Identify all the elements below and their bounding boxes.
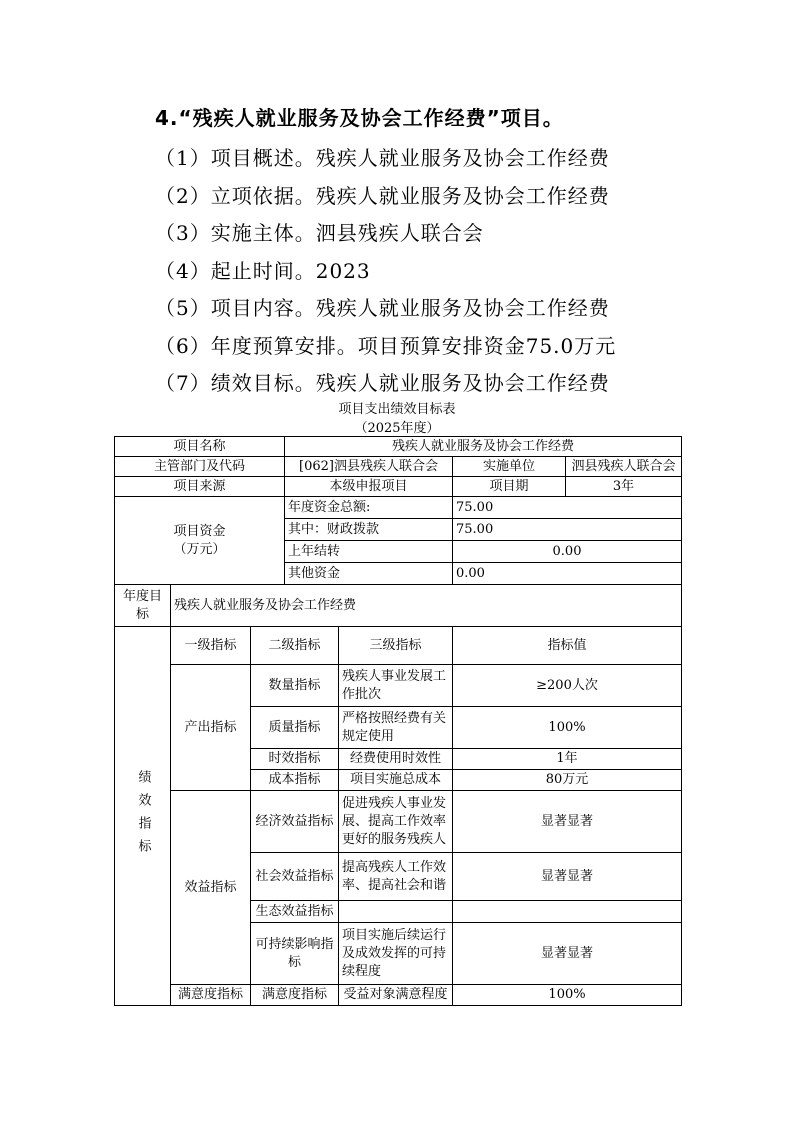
table-title: 项目支出绩效目标表: [338, 402, 456, 417]
item-content: （5）项目内容。残疾人就业服务及协会工作经费: [155, 296, 610, 320]
item-subject: （3）实施主体。泗县残疾人联合会: [155, 221, 484, 245]
value-economic: 显著显著: [453, 791, 682, 853]
project-heading: 4.“残疾人就业服务及协会工作经费”项目。: [155, 106, 564, 130]
value-ecological: [453, 901, 682, 923]
table-row: [115, 791, 682, 853]
table-row: [115, 477, 682, 497]
table-row: [115, 437, 682, 457]
level3-social: 提高残疾人工作效率、提高社会和谐: [339, 853, 453, 901]
dept-label: 主管部门及代码: [115, 457, 285, 477]
header-level2: 二级指标: [251, 627, 339, 665]
level2-economic: 经济效益指标: [251, 791, 339, 853]
table-row: [115, 457, 682, 477]
source-label: 项目来源: [115, 477, 285, 497]
performance-table: [114, 436, 682, 1006]
value-sustainability: 显著显著: [453, 923, 682, 985]
table-row: [115, 627, 682, 665]
table-year: （2025年度）: [354, 421, 440, 436]
level3-ecological: [339, 901, 453, 923]
header-value: 指标值: [453, 627, 682, 665]
satisfaction-value: 100%: [453, 985, 682, 1006]
header-level1: 一级指标: [171, 627, 251, 665]
funds-label: [115, 497, 285, 585]
carryover-label: 上年结转: [285, 541, 453, 563]
output-indicators-label: 产出指标: [171, 665, 251, 791]
impl-unit-label: 实施单位: [453, 457, 566, 477]
level2-quantity: 数量指标: [251, 665, 339, 707]
project-name-value: 残疾人就业服务及协会工作经费: [285, 437, 682, 457]
dept-value: [062]泗县残疾人联合会: [285, 457, 453, 477]
value-social: 显著显著: [453, 853, 682, 901]
satisfaction-level1: 满意度指标: [171, 985, 251, 1006]
perf-indicators-label: [115, 627, 171, 1006]
level3-quantity: 残疾人事业发展工作批次: [339, 665, 453, 707]
funds-unit: （万元）: [173, 541, 226, 557]
fiscal-value: 75.00: [453, 519, 682, 541]
other-funds-value: 0.00: [453, 563, 682, 585]
table-row: [115, 665, 682, 707]
header-level3: 三级指标: [339, 627, 453, 665]
level2-quality: 质量指标: [251, 707, 339, 749]
value-timeliness: 1年: [453, 749, 682, 770]
item-basis: （2）立项依据。残疾人就业服务及协会工作经费: [155, 184, 610, 208]
level3-timeliness: 经费使用时效性: [339, 749, 453, 770]
level2-sustainability: 可持续影响指标: [251, 923, 339, 985]
other-funds-label: 其他资金: [285, 563, 453, 585]
level2-timeliness: 时效指标: [251, 749, 339, 770]
annual-total-value: 75.00: [453, 497, 682, 519]
funds-label-text: 项目资金: [173, 523, 226, 539]
level3-quality: 严格按照经费有关规定使用: [339, 707, 453, 749]
fiscal-label: 其中：财政拨款: [285, 519, 453, 541]
carryover-value: 0.00: [453, 541, 682, 563]
value-quality: 100%: [453, 707, 682, 749]
value-quantity: ≥200人次: [453, 665, 682, 707]
project-name-label: 项目名称: [115, 437, 285, 457]
item-budget: （6）年度预算安排。项目预算安排资金75.0万元: [155, 334, 617, 358]
level3-sustainability: 项目实施后续运行及成效发挥的可持续程度: [339, 923, 453, 985]
item-overview: （1）项目概述。残疾人就业服务及协会工作经费: [155, 146, 610, 170]
table-row: [115, 497, 682, 519]
item-period: （4）起止时间。2023: [155, 259, 371, 283]
benefit-indicators-label: 效益指标: [171, 791, 251, 985]
impl-unit-value: 泗县残疾人联合会: [566, 457, 682, 477]
level2-cost: 成本指标: [251, 770, 339, 791]
table-row: [115, 585, 682, 627]
source-value: 本级申报项目: [285, 477, 453, 497]
value-cost: 80万元: [453, 770, 682, 791]
annual-goal-label: 年度目标: [115, 585, 171, 627]
level3-economic: 促进残疾人事业发展、提高工作效率更好的服务残疾人: [339, 791, 453, 853]
annual-total-label: 年度资金总额:: [285, 497, 453, 519]
period-value: 3年: [566, 477, 682, 497]
perf-indicators-text: 绩效指标: [135, 770, 151, 862]
level2-ecological: 生态效益指标: [251, 901, 339, 923]
level2-social: 社会效益指标: [251, 853, 339, 901]
satisfaction-level2: 满意度指标: [251, 985, 339, 1006]
table-row: [115, 985, 682, 1006]
period-label: 项目期: [453, 477, 566, 497]
satisfaction-level3: 受益对象满意程度: [339, 985, 453, 1006]
annual-goal-value: 残疾人就业服务及协会工作经费: [171, 585, 682, 627]
level3-cost: 项目实施总成本: [339, 770, 453, 791]
item-goal: （7）绩效目标。残疾人就业服务及协会工作经费: [155, 371, 610, 395]
